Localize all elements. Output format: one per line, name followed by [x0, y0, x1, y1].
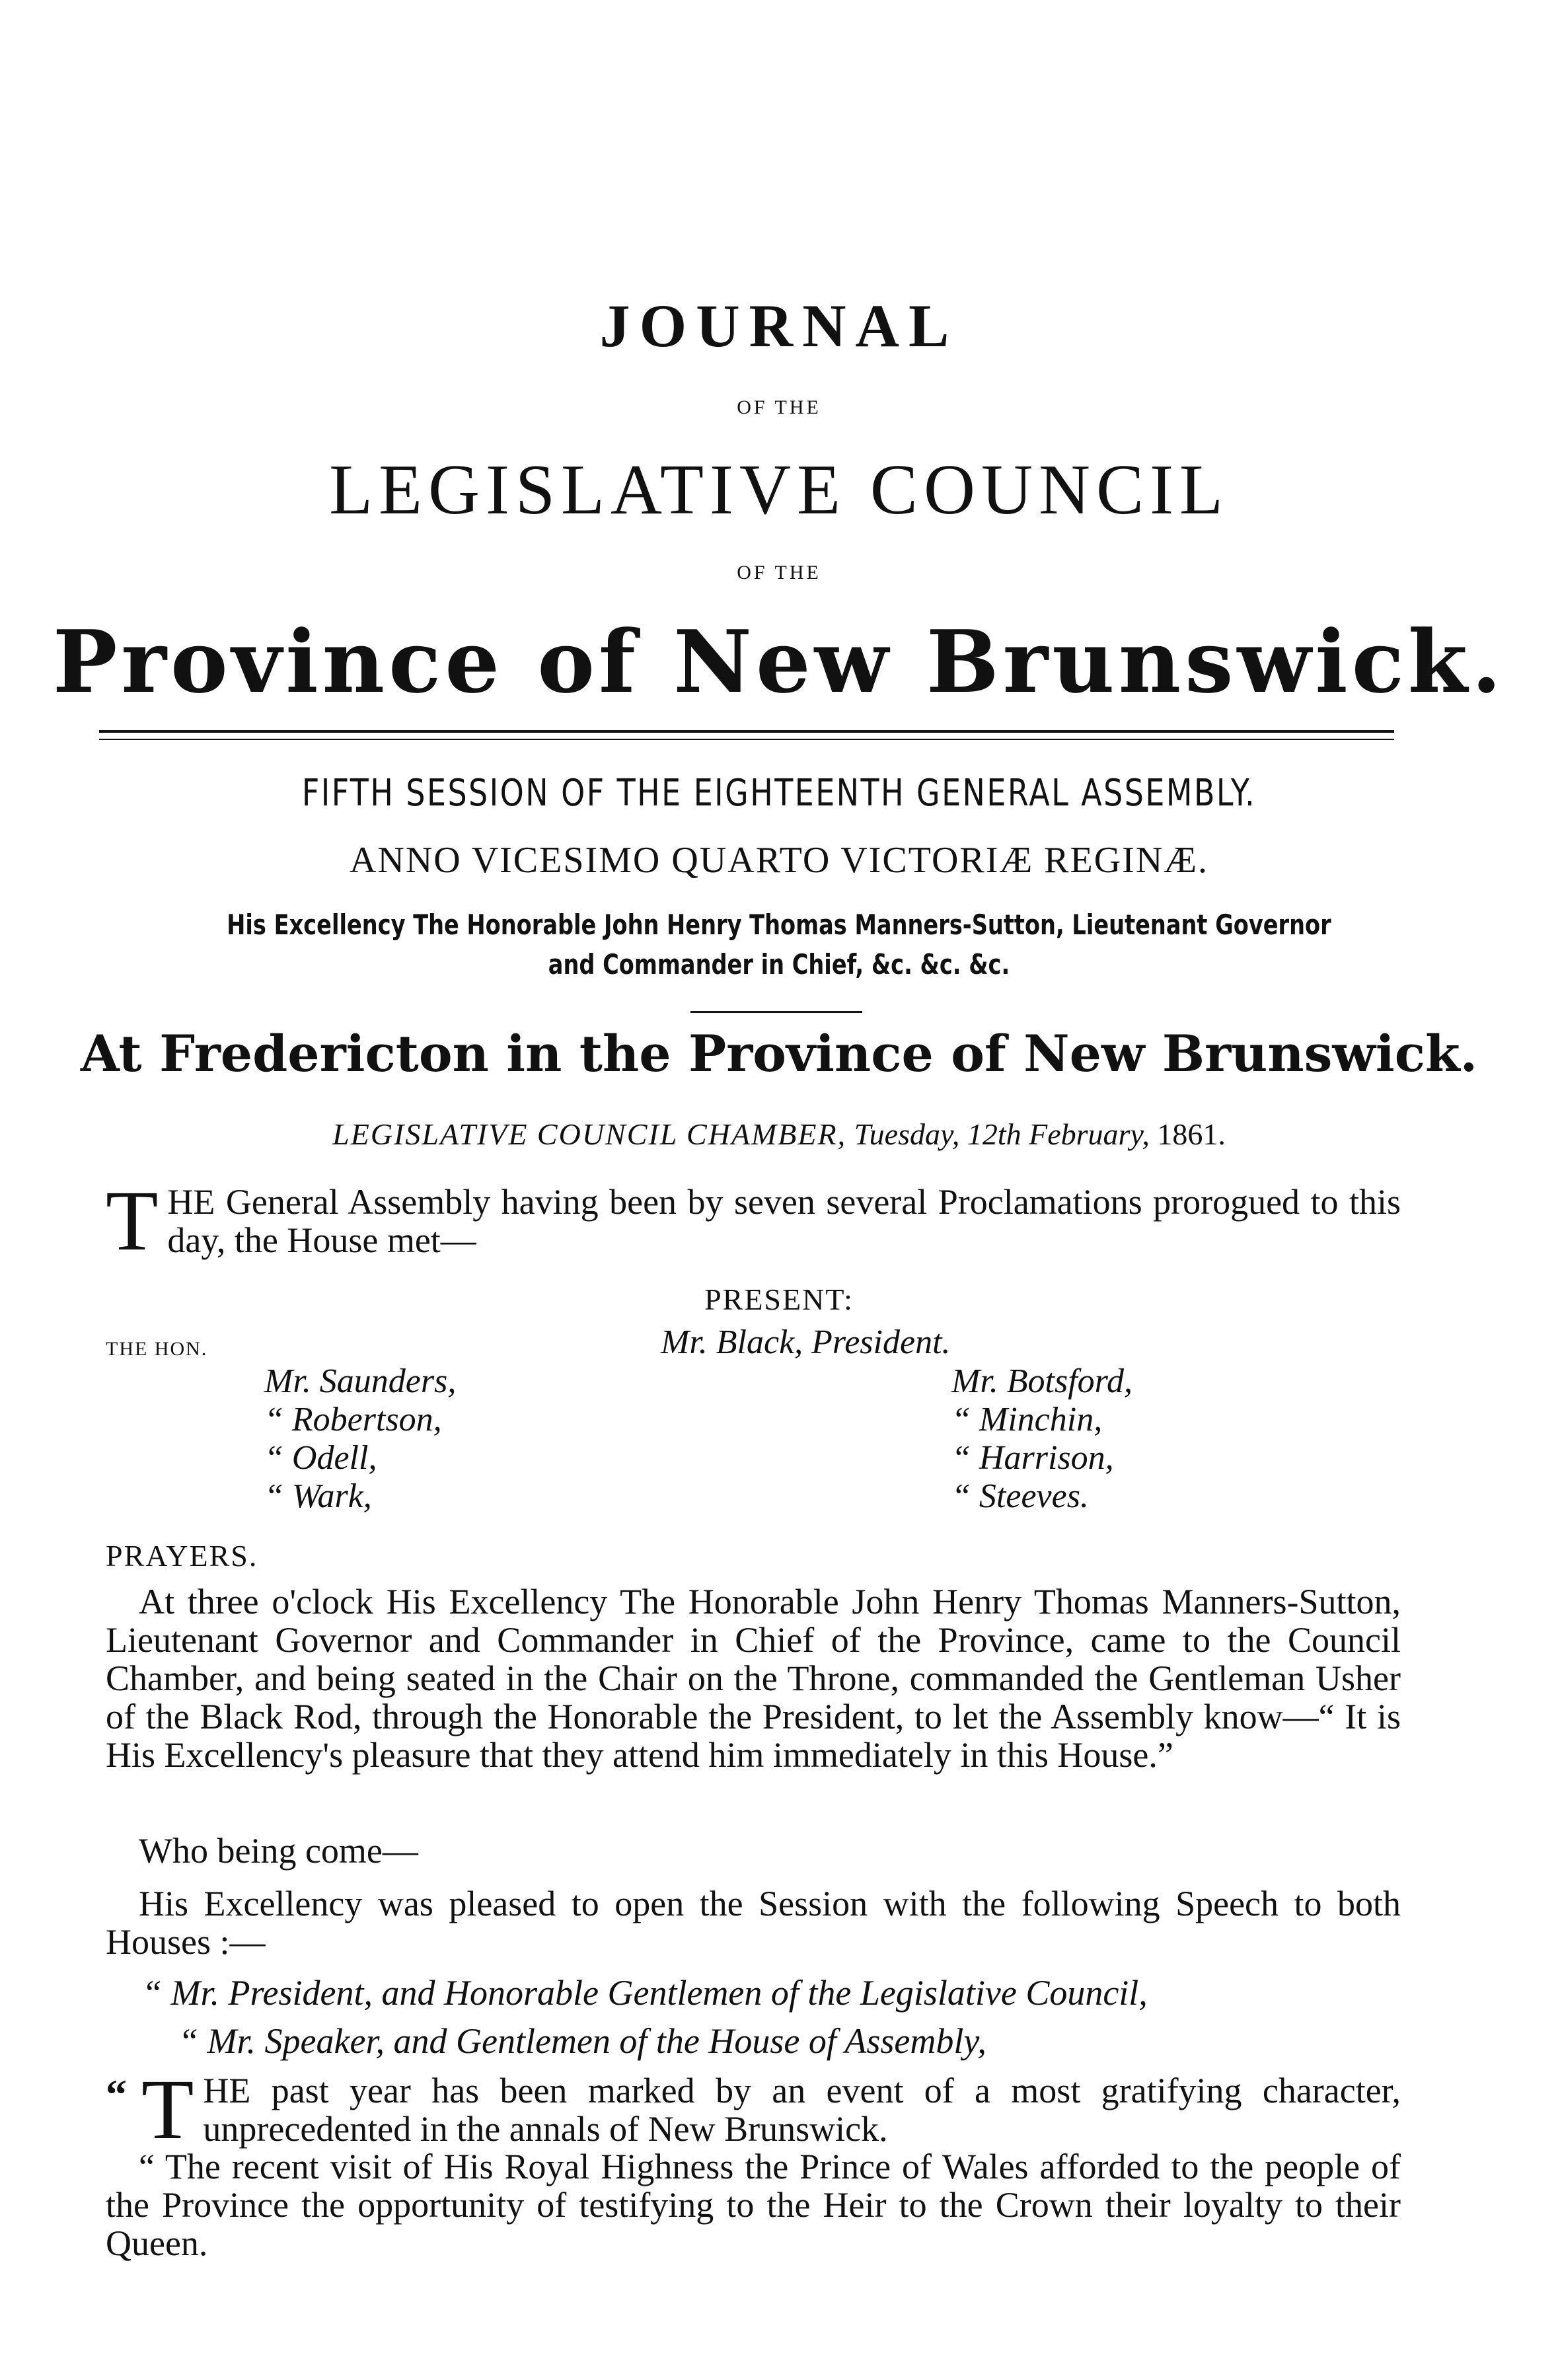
double-rule-top [99, 730, 1394, 733]
paragraph-royal-visit: “ The recent visit of His Royal Highness the Prince of Wales afforded to the people of the Province the opportunity of testifying to the Heir to the Crown their loyalty to their Queen. [106, 2147, 1401, 2263]
member-right-2: “ Minchin, [951, 1401, 1103, 1438]
paragraph-speech-intro: His Excellency was pleased to open the Session with the following Speech to both Houses :— [106, 1884, 1401, 1962]
member-left-4: “ Wark, [264, 1477, 372, 1515]
the-hon-label: THE HON. [106, 1338, 208, 1360]
province-title: Province of New Brunswick. [52, 611, 1506, 712]
chamber-line [0, 1117, 1558, 1152]
member-right-3: “ Harrison, [951, 1439, 1114, 1477]
president-line: Mr. Black, President. [661, 1323, 951, 1361]
member-left-1: Mr. Saunders, [264, 1362, 457, 1400]
member-left-3: “ Odell, [264, 1439, 377, 1477]
excellency-line-1: His Excellency The Honorable John Henry Thomas Manners-Sutton, Lieutenant Governor [227, 909, 1331, 941]
member-right-4: “ Steeves. [951, 1477, 1089, 1515]
chamber-date: 12th February, [967, 1117, 1150, 1151]
opening-paragraph [106, 1173, 1401, 1269]
address-council: “ Mr. President, and Honorable Gentlemen of the Legislative Council, [142, 1973, 1148, 2013]
excellency-line [156, 905, 1402, 985]
opening-text: HE General Assembly having been by seven several Proclamations prorogued to this day, the House met— [167, 1182, 1401, 1260]
speech-text: HE past year has been marked by an event of a most gratifying character, unprecedented in the annals of New Brunswick. [203, 2071, 1401, 2149]
members-left [264, 1362, 456, 1516]
speech-quote-mark: “ [106, 2071, 127, 2118]
excellency-line-2: and Commander in Chief, &c. &c. &c. [548, 948, 1010, 981]
prayers-heading: PRAYERS. [106, 1539, 258, 1573]
double-rule-bottom [99, 739, 1394, 740]
session-line: FIFTH SESSION OF THE EIGHTEENTH GENERAL ASSEMBLY. [301, 772, 1257, 815]
member-right-1: Mr. Botsford, [951, 1362, 1132, 1400]
member-left-2: “ Robertson, [264, 1401, 442, 1438]
anno-line: ANNO VICESIMO QUARTO VICTORIÆ REGINÆ. [349, 840, 1209, 881]
paragraph-who-being-come: Who being come— [139, 1831, 418, 1871]
location-line: At Fredericton in the Province of New Brunswick. [80, 1024, 1478, 1083]
chamber-year: 1861. [1157, 1117, 1226, 1151]
chamber-day: Tuesday, [854, 1117, 960, 1151]
of-the-label-2: OF THE [737, 562, 821, 583]
speech-opening [106, 2062, 1401, 2157]
members-right [951, 1362, 1132, 1516]
opening-dropcap: T [106, 1173, 159, 1269]
short-rule [690, 1011, 862, 1013]
paragraph-at-three: At three o'clock His Excellency The Honorable John Henry Thomas Manners-Sutton, Lieutenant Governor and Commander in Chief of the Province, came to the Council Chamber, and being seated in the Chair on the Throne, commanded the Gentleman Usher of the Black Rod, through the Honorable the President, to let the Assembly know—“ It is His Excellency's pleasure that they attend him immediately in this House.” [106, 1582, 1401, 1775]
chamber-place: LEGISLATIVE COUNCIL CHAMBER, [332, 1117, 847, 1151]
present-label: PRESENT: [704, 1283, 854, 1316]
address-assembly: “ Mr. Speaker, and Gentlemen of the House of Assembly, [178, 2021, 986, 2061]
journal-title: JOURNAL [599, 292, 959, 359]
speech-dropcap: T [141, 2062, 194, 2157]
council-title: LEGISLATIVE COUNCIL [329, 451, 1229, 529]
of-the-label: OF THE [737, 396, 821, 418]
